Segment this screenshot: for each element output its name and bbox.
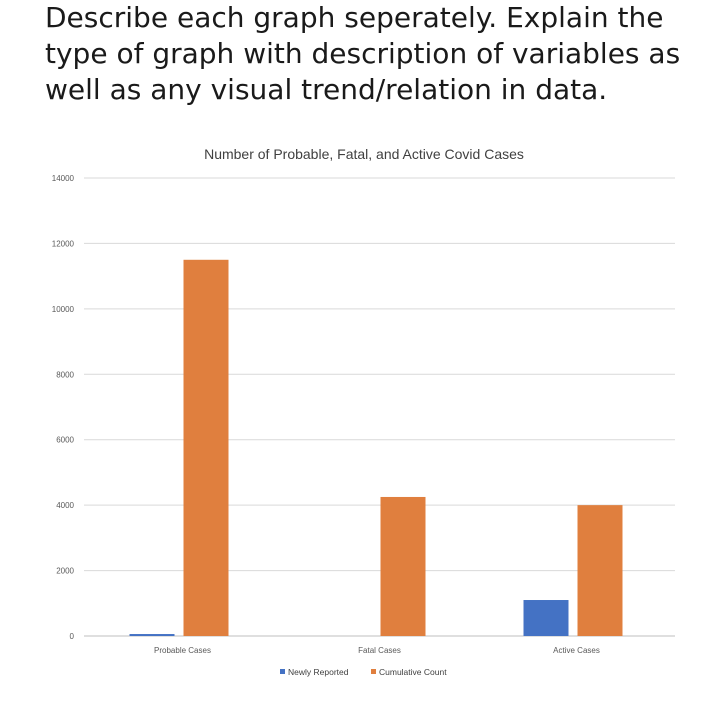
legend-label: Cumulative Count	[379, 667, 447, 677]
y-axis-ticks	[52, 174, 75, 641]
question-line-1: Describe each graph seperately. Explain the	[45, 1, 664, 34]
x-category-label: Fatal Cases	[358, 646, 401, 655]
y-tick-label: 4000	[56, 501, 74, 511]
bars	[130, 260, 623, 636]
bar-newly-reported	[130, 634, 175, 636]
chart-title: Number of Probable, Fatal, and Active Covid Cases	[204, 146, 524, 162]
y-tick-label: 12000	[51, 239, 74, 249]
y-tick-label: 10000	[51, 304, 74, 314]
question-line-3: well as any visual trend/relation in data.	[45, 73, 608, 106]
legend-swatch	[280, 669, 285, 674]
y-tick-label: 14000	[51, 174, 74, 183]
x-category-label: Probable Cases	[154, 646, 211, 655]
bar-cumulative-count	[381, 497, 426, 636]
x-category-label: Active Cases	[553, 646, 600, 655]
bar-newly-reported	[524, 600, 569, 636]
y-tick-label: 0	[69, 632, 74, 641]
y-tick-label: 8000	[56, 370, 74, 380]
legend-swatch	[371, 669, 376, 674]
question-line-2: type of graph with description of variables as	[45, 37, 681, 70]
bar-cumulative-count	[578, 505, 623, 636]
legend	[280, 667, 447, 677]
y-tick-label: 6000	[56, 435, 74, 445]
x-axis-categories	[154, 646, 600, 655]
bar-cumulative-count	[184, 260, 229, 636]
y-tick-label: 2000	[56, 566, 74, 576]
legend-label: Newly Reported	[288, 667, 349, 677]
